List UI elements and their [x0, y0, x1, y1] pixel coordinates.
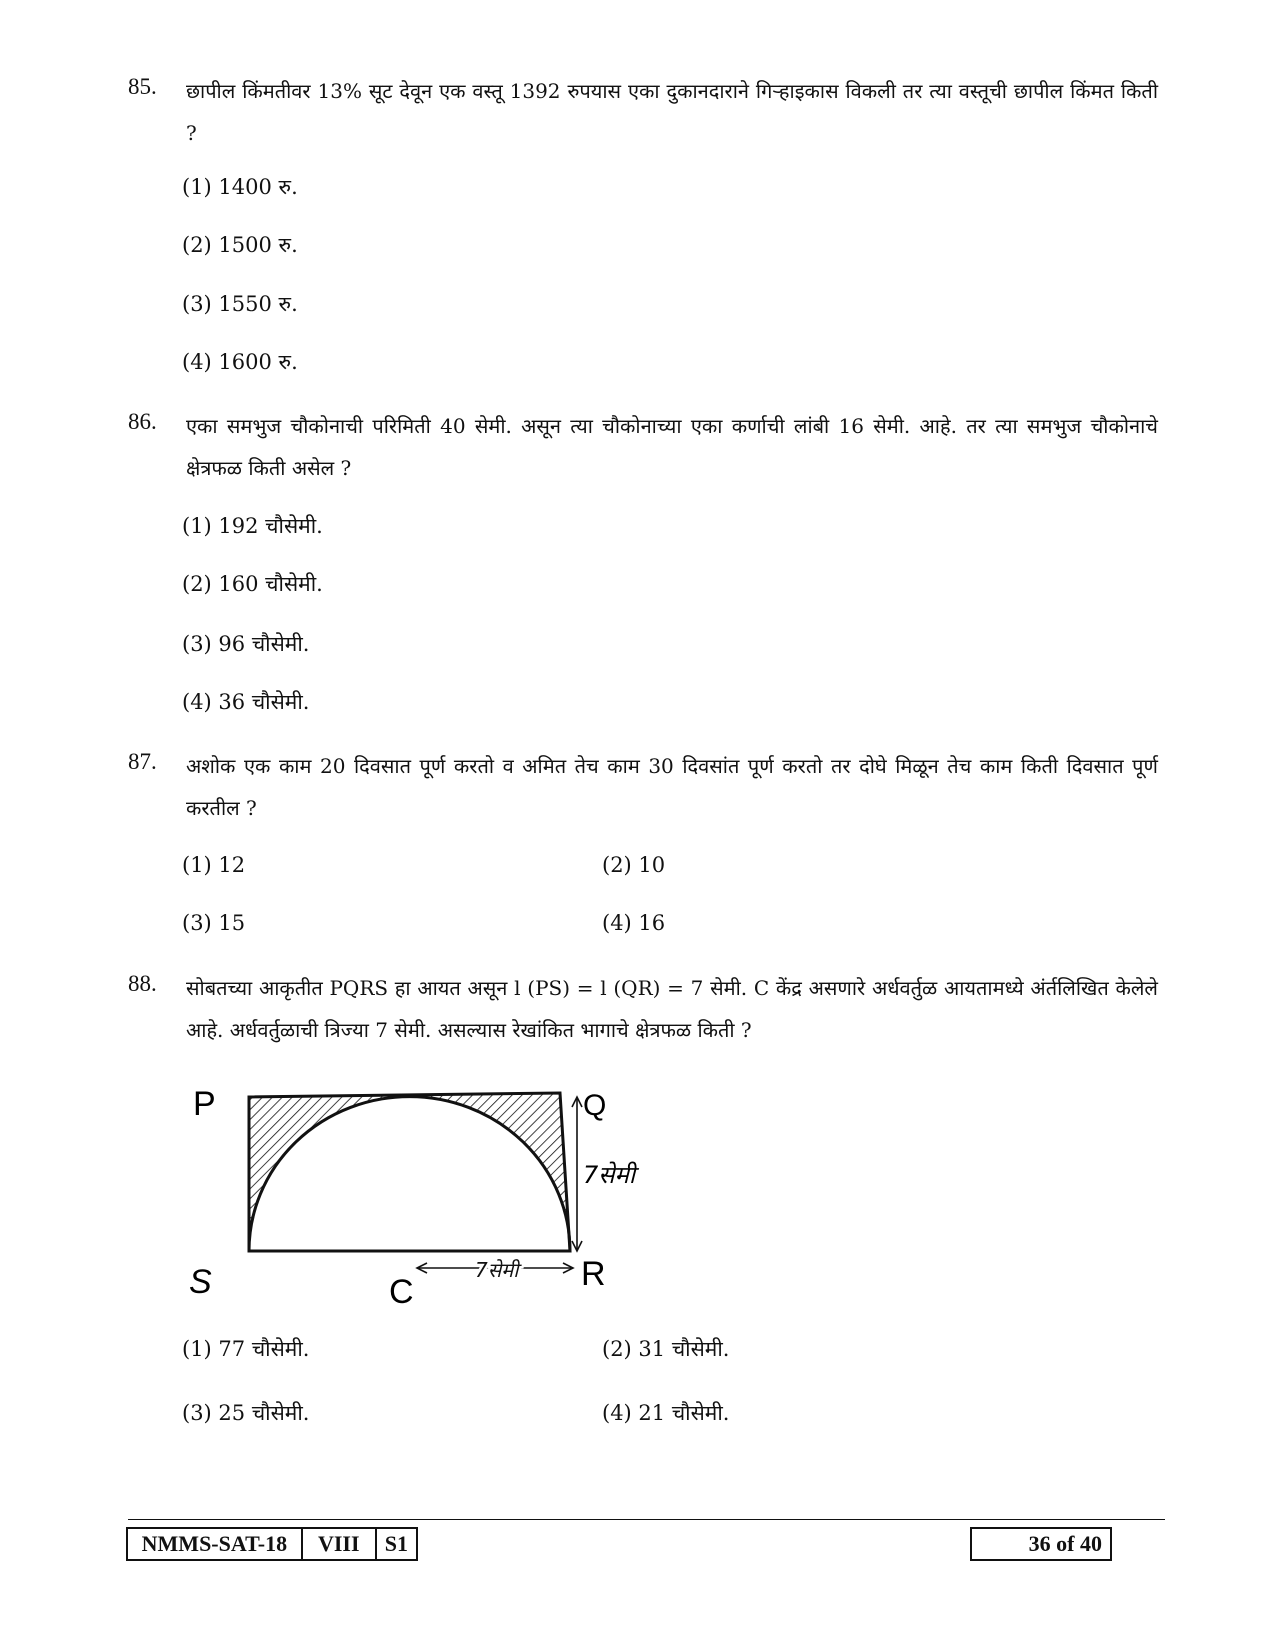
option-86-1[interactable]: (1) 192 चौसेमी. — [182, 514, 323, 538]
option-85-3[interactable]: (3) 1550 रु. — [182, 292, 298, 316]
option-86-2[interactable]: (2) 160 चौसेमी. — [182, 572, 323, 596]
option-88-1[interactable]: (1) 77 चौसेमी. — [182, 1337, 310, 1361]
question-number: 87. — [128, 749, 157, 774]
option-88-4[interactable]: (4) 21 चौसेमी. — [602, 1401, 730, 1425]
exam-code: NMMS-SAT-18 — [141, 1531, 288, 1556]
label-q: Q — [583, 1089, 607, 1122]
option-88-2[interactable]: (2) 31 चौसेमी. — [602, 1337, 730, 1361]
exam-set: S1 — [375, 1529, 416, 1559]
option-86-4[interactable]: (4) 36 चौसेमी. — [182, 690, 310, 714]
option-86-3[interactable]: (3) 96 चौसेमी. — [182, 632, 310, 656]
question-text: एका समभुज चौकोनाची परिमिती 40 सेमी. असून त्या चौकोनाच्या एका कर्णाची लांबी 16 सेमी. आहे. तर त्या समभुज चौकोनाचे क्षेत्रफळ किती असेल ? — [186, 414, 1158, 480]
label-radius: 7सेमी — [475, 1258, 519, 1282]
option-87-2[interactable]: (2) 10 — [602, 853, 666, 877]
label-p: P — [193, 1085, 216, 1123]
option-85-4[interactable]: (4) 1600 रु. — [182, 350, 298, 374]
option-85-2[interactable]: (2) 1500 रु. — [182, 233, 298, 257]
label-s: S — [189, 1263, 212, 1301]
question-number: 86. — [128, 409, 157, 434]
question-number: 85. — [128, 74, 157, 99]
option-85-1[interactable]: (1) 1400 रु. — [182, 175, 298, 199]
label-height: 7सेमी — [583, 1161, 636, 1189]
page-number-box — [970, 1527, 1112, 1561]
label-c: C — [389, 1273, 414, 1311]
option-87-3[interactable]: (3) 15 — [182, 911, 246, 935]
option-87-1[interactable]: (1) 12 — [182, 853, 246, 877]
option-87-4[interactable]: (4) 16 — [602, 911, 666, 935]
pqrs-figure — [185, 1085, 665, 1335]
question-text: छापील किंमतीवर 13% सूट देवून एक वस्तू 1392 रुपयास एका दुकानदाराने गिऱ्हाइकास विकली तर त्या वस्तूची छापील किंमत किती ? — [186, 79, 1158, 145]
option-88-3[interactable]: (3) 25 चौसेमी. — [182, 1401, 310, 1425]
page-number: 36 of 40 — [1028, 1531, 1102, 1556]
question-text: अशोक एक काम 20 दिवसात पूर्ण करतो व अमित तेच काम 30 दिवसांत पूर्ण करतो तर दोघे मिळून तेच काम किती दिवसात पूर्ण करतील ? — [186, 754, 1158, 820]
question-text: सोबतच्या आकृतीत PQRS हा आयत असून l (PS) = l (QR) = 7 सेमी. C केंद्र असणारे अर्धवर्तुळ आयतामध्ये अंर्तलिखित केलेले आहे. अर्धवर्तुळाची त्रिज्या 7 सेमी. असल्यास रेखांकित भागाचे क्षेत्रफळ किती ? — [186, 976, 1158, 1042]
exam-code-box — [126, 1527, 418, 1561]
label-r: R — [581, 1255, 606, 1293]
footer-divider — [128, 1519, 1165, 1520]
shaded-region — [249, 1093, 570, 1251]
question-number: 88. — [128, 971, 157, 996]
exam-class: VIII — [301, 1529, 375, 1559]
